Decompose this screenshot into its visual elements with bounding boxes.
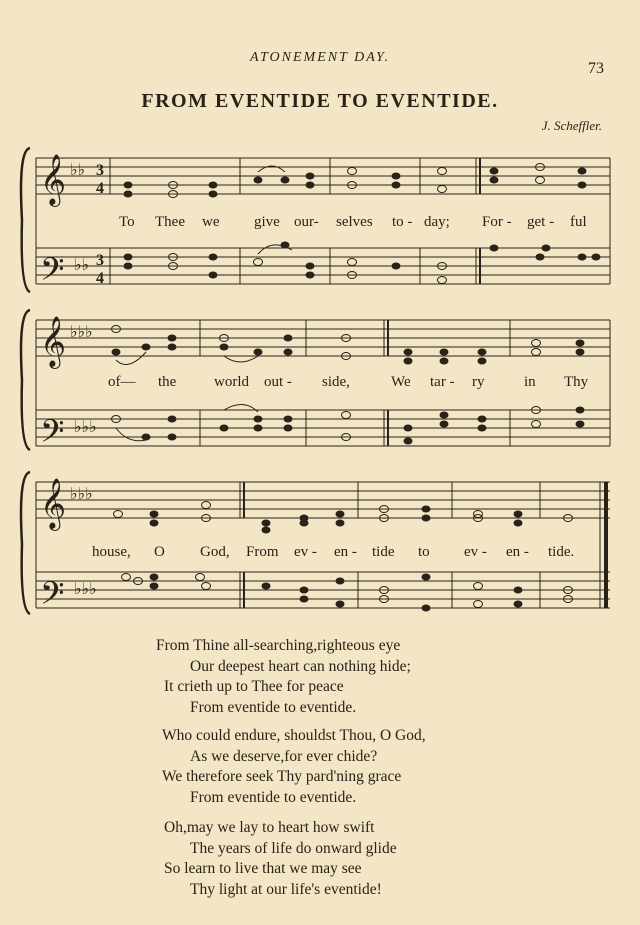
stanza-3 [162, 726, 426, 808]
lyric-syllable: Thee [155, 214, 185, 230]
lyric-syllable: day; [424, 214, 450, 230]
lyric-syllable: we [202, 214, 220, 230]
stanza-line: From eventide to eventide. [190, 698, 357, 716]
svg-text:♭♭♭: ♭♭♭ [74, 419, 97, 436]
lyric-syllable: God, [200, 544, 230, 560]
svg-text:3: 3 [96, 252, 104, 269]
lyric-syllable: Thy [564, 374, 589, 390]
stanza-line: It crieth up to Thee for peace [164, 678, 344, 695]
lyric-syllable: To [119, 214, 135, 230]
lyric-syllable: From [246, 544, 279, 560]
stanza-2 [156, 636, 411, 718]
lyric-syllable: the [158, 374, 177, 390]
running-head: ATONEMENT DAY. [249, 50, 391, 65]
lyric-syllable: house, [92, 544, 131, 560]
svg-text:𝄞: 𝄞 [40, 316, 67, 367]
lyric-syllable: of— [108, 374, 136, 390]
stanza-line: So learn to live that we may see [164, 860, 362, 877]
svg-text:♭♭♭: ♭♭♭ [70, 324, 93, 341]
lyric-syllable: world [214, 374, 249, 390]
stanza-line: The years of life do onward glide [190, 839, 397, 857]
lyric-syllable: to - [392, 214, 413, 230]
lyric-syllable: tar - [430, 374, 455, 390]
lyric-syllable: tide [372, 544, 395, 560]
svg-text:3: 3 [96, 162, 104, 179]
lyric-syllable: ev - [294, 544, 317, 560]
lyric-syllable: in [524, 374, 536, 390]
svg-text:♭♭: ♭♭ [74, 257, 90, 274]
svg-text:𝄢: 𝄢 [40, 413, 65, 457]
stanza-line: From eventide to eventide. [190, 788, 357, 806]
lyric-syllable: O [154, 544, 165, 560]
stanza-line: Oh,may we lay to heart how swift [164, 819, 375, 836]
composer-credit: J. Scheffler. [541, 118, 602, 133]
stanza-line: From Thine all-searching,righteous eye [156, 637, 401, 654]
lyric-syllable: out - [264, 374, 292, 390]
stanza-4 [164, 818, 397, 900]
lyric-syllable: side, [322, 374, 350, 390]
page-number: 73 [588, 60, 604, 77]
svg-text:♭♭♭: ♭♭♭ [70, 486, 93, 503]
svg-text:4: 4 [96, 180, 104, 197]
lyric-syllable: selves [336, 214, 373, 230]
lyric-syllable: ry [472, 374, 485, 390]
lyric-syllable: get - [527, 214, 555, 230]
svg-text:♭♭: ♭♭ [70, 162, 86, 179]
stanza-line: Our deepest heart can nothing hide; [190, 657, 411, 675]
lyric-syllable: give [254, 214, 280, 230]
lyric-syllable: to [418, 544, 430, 560]
lyric-syllable: our- [294, 214, 319, 230]
lyric-syllable: tide. [548, 544, 575, 560]
svg-text:♭♭♭: ♭♭♭ [74, 581, 97, 598]
stanza-line: Who could endure, shouldst Thou, O God, [162, 727, 426, 744]
hymn-title: FROM EVENTIDE TO EVENTIDE. [141, 90, 499, 112]
svg-text:𝄞: 𝄞 [40, 154, 67, 205]
svg-text:𝄞: 𝄞 [40, 478, 67, 529]
lyric-syllable: ful [570, 214, 587, 230]
svg-text:𝄢: 𝄢 [40, 251, 65, 295]
svg-text:𝄢: 𝄢 [40, 575, 65, 619]
lyric-syllable: ev - [464, 544, 487, 560]
svg-text:4: 4 [96, 270, 104, 287]
lyric-syllable: en - [334, 544, 357, 560]
stanza-line: We therefore seek Thy pard'ning grace [162, 768, 402, 785]
stanza-line: As we deserve,for ever chide? [190, 747, 378, 765]
lyric-syllable: We [391, 374, 411, 390]
lyric-syllable: For - [482, 214, 512, 230]
lyric-syllable: en - [506, 544, 529, 560]
stanza-line: Thy light at our life's eventide! [190, 880, 382, 898]
